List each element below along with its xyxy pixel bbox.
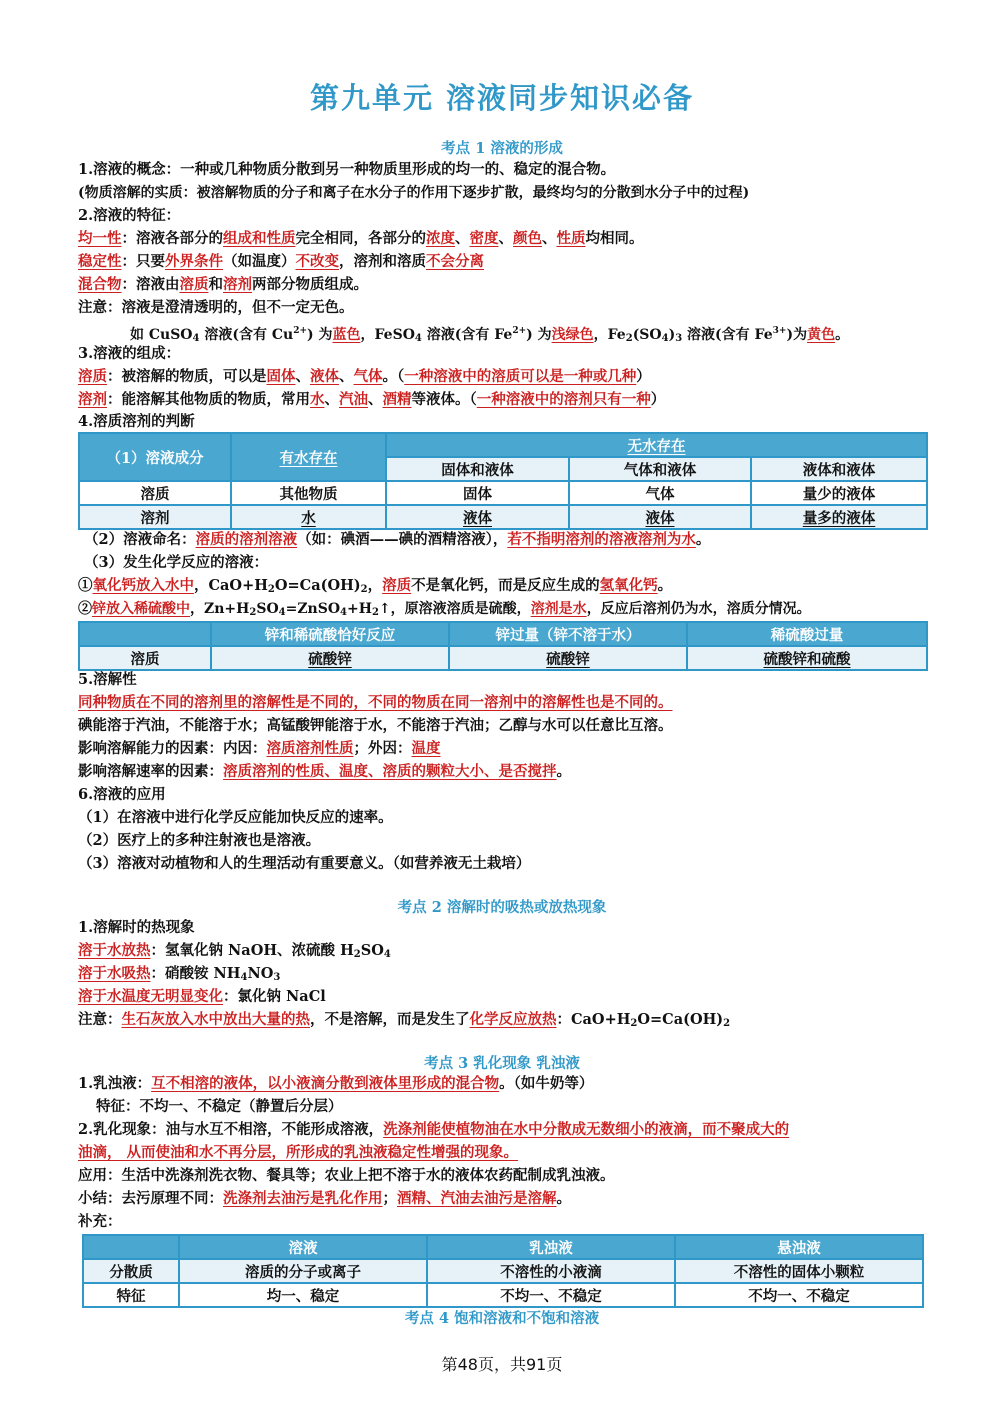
table-cell: 量多的液体 [751, 505, 927, 529]
table-cell: 硫酸锌 [211, 646, 449, 670]
composition-solvent: 溶剂：能溶解其他物质的物质，常用水、汽油、酒精等液体。（一种溶液中的溶剂只有一种） [78, 391, 666, 408]
composition-solute: 溶质：被溶解的物质，可以是固体、液体、气体。（一种溶液中的溶质可以是一种或几种） [78, 368, 651, 385]
table-header: 锌过量（锌不溶于水） [449, 622, 687, 646]
table-cell: 溶剂 [79, 505, 231, 529]
heat-note-line: 注意：生石灰放入水中放出大量的热，不是溶解，而是发生了化学反应放热：CaO+H2O=Ca(OH)2 [78, 1011, 731, 1029]
header-gas-liquid: 气体和液体 [569, 457, 751, 481]
emulsion-line: 1.乳浊液：互不相溶的液体，以小液滴分散到液体里形成的混合物。（如牛奶等） [78, 1075, 594, 1092]
header-component: （1）溶液成分 [79, 433, 231, 481]
heat-title: 1.溶解时的热现象 [78, 919, 195, 936]
feature-mixture: 混合物：溶液由溶质和溶剂两部分物质组成。 [78, 276, 368, 293]
table-cell: 不均一、不稳定 [675, 1283, 923, 1307]
emulsion-feature: 特征：不均一、不稳定（静置后分层） [96, 1098, 343, 1115]
feature-stability: 稳定性：只要外界条件（如温度）不改变，溶剂和溶质不会分离 [78, 253, 484, 270]
emulsification-line-2: 油滴， 从而使油和水不再分层，所形成的乳浊液稳定性增强的现象。 [78, 1144, 519, 1161]
table-header [79, 622, 211, 646]
reaction-cao: ①氧化钙放入水中，CaO+H2O=Ca(OH)2，溶质不是氧化钙，而是反应生成的氢氧化钙。 [78, 577, 673, 595]
application-3: （3）溶液对动植物和人的生理活动有重要意义。（如营养液无土栽培） [78, 855, 531, 872]
feature-uniformity: 均一性：溶液各部分的组成和性质完全相同，各部分的浓度、密度、颜色、性质均相同。 [78, 230, 644, 247]
table-header: 悬浊液 [675, 1235, 923, 1259]
application-1: （1）在溶液中进行化学反应能加快反应的速率。 [78, 809, 393, 826]
table-cell: 分散质 [83, 1259, 179, 1283]
table-cell: 溶质的分子或离子 [179, 1259, 427, 1283]
naming-line: （2）溶液命名：溶质的溶剂溶液（如：碘酒——碘的酒精溶液），若不指明溶剂的溶液溶剂为水。 [84, 531, 711, 548]
color-example-line: 如 CuSO4 溶液(含有 $Cu^{2+}$) 为蓝色，FeSO4 溶液(含有 $Fe^{2+}$) 为浅绿色，Fe2(SO4)3 溶液(含有 $Fe^{3+}$)为黄色。 [130, 326, 850, 344]
dissolving-rate-factors: 影响溶解速率的因素：溶质溶剂的性质、温度、溶质的颗粒大小、是否搅拌。 [78, 763, 571, 780]
header-liquid-liquid: 液体和液体 [751, 457, 927, 481]
table-cell: 硫酸锌 [449, 646, 687, 670]
section-3-heading: 考点 3 乳化现象 乳浊液 [424, 1055, 580, 1072]
table-cell: 不溶性的小液滴 [427, 1259, 675, 1283]
reaction-zn: ②锌放入稀硫酸中，Zn+H2SO4=ZnSO4+H2↑，原溶液溶质是硫酸，溶剂是水，反应后溶剂仍为水，溶质分情况。 [78, 601, 811, 618]
table-cell: 固体 [386, 481, 569, 505]
header-solid-liquid: 固体和液体 [386, 457, 569, 481]
feature-title: 2.溶液的特征： [78, 207, 181, 224]
solubility-factors: 影响溶解能力的因素：内因：溶质溶剂性质；外因：温度 [78, 740, 441, 757]
table-cell: 溶质 [79, 646, 211, 670]
solubility-examples: 碘能溶于汽油，不能溶于水；高锰酸钾能溶于水，不能溶于汽油；乙醇与水可以任意比互溶。 [78, 717, 673, 734]
page-footer: 第48页，共91页 [441, 1355, 563, 1374]
zinc-reaction-table [78, 621, 928, 671]
application-title: 6.溶液的应用 [78, 786, 166, 803]
table-cell: 不溶性的固体小颗粒 [675, 1259, 923, 1283]
solute-solvent-table [78, 432, 928, 530]
table-header [83, 1235, 179, 1259]
summary-line: 小结：去污原理不同：洗涤剂去油污是乳化作用；酒精、汽油去油污是溶解。 [78, 1190, 571, 1207]
table-cell: 其他物质 [231, 481, 386, 505]
table-cell: 特征 [83, 1283, 179, 1307]
emulsification-line-1: 2.乳化现象：油与水互不相溶，不能形成溶液，洗涤剂能使植物油在水中分散成无数细小的液滴，而不聚成大的 [78, 1121, 790, 1138]
concept-line: 1.溶液的概念：一种或几种物质分散到另一种物质里形成的均一的、稳定的混合物。 [78, 161, 616, 178]
table-cell: 不均一、不稳定 [427, 1283, 675, 1307]
table-header: 溶液 [179, 1235, 427, 1259]
table-cell: 液体 [386, 505, 569, 529]
application-2: （2）医疗上的多种注射液也是溶液。 [78, 832, 321, 849]
section-1-heading: 考点 1 溶液的形成 [441, 140, 563, 157]
heat-release-line: 溶于水放热：氢氧化钠 NaOH、浓硫酸 H2SO4 [78, 942, 391, 960]
mixture-comparison-table [82, 1234, 924, 1308]
section-4-heading: 考点 4 饱和溶液和不饱和溶液 [404, 1310, 600, 1327]
heat-absorb-line: 溶于水吸热：硝酸铵 NH4NO3 [78, 965, 281, 983]
table-header: 乳浊液 [427, 1235, 675, 1259]
table-cell: 溶质 [79, 481, 231, 505]
table-header: 锌和稀硫酸恰好反应 [211, 622, 449, 646]
table-cell: 硫酸锌和硫酸 [687, 646, 927, 670]
table-cell: 水 [231, 505, 386, 529]
table-cell: 液体 [569, 505, 751, 529]
essence-line: (物质溶解的实质：被溶解物质的分子和离子在水分子的作用下逐步扩散，最终均匀的分散到水分子中的过程) [78, 185, 750, 201]
reaction-title: （3）发生化学反应的溶液： [84, 554, 269, 571]
judge-title: 4.溶质溶剂的判断 [78, 413, 195, 430]
header-without-water: 无水存在 [386, 433, 927, 457]
header-with-water: 有水存在 [231, 433, 386, 481]
page-title: 第九单元 溶液同步知识必备 [309, 81, 695, 115]
composition-title: 3.溶液的组成： [78, 345, 181, 362]
table-header: 稀硫酸过量 [687, 622, 927, 646]
supplement-label: 补充： [78, 1213, 122, 1230]
section-2-heading: 考点 2 溶解时的吸热或放热现象 [397, 899, 607, 916]
table-cell: 均一、稳定 [179, 1283, 427, 1307]
note-line: 注意：溶液是澄清透明的，但不一定无色。 [78, 299, 354, 316]
solubility-title: 5.溶解性 [78, 671, 137, 688]
solubility-rule: 同种物质在不同的溶剂里的溶解性是不同的，不同的物质在同一溶剂中的溶解性也是不同的。 [78, 694, 673, 711]
table-cell: 量少的液体 [751, 481, 927, 505]
table-cell: 气体 [569, 481, 751, 505]
heat-neutral-line: 溶于水温度无明显变化：氯化钠 NaCl [78, 988, 326, 1005]
emulsion-application: 应用：生活中洗涤剂洗衣物、餐具等；农业上把不溶于水的液体农药配制成乳浊液。 [78, 1167, 615, 1184]
